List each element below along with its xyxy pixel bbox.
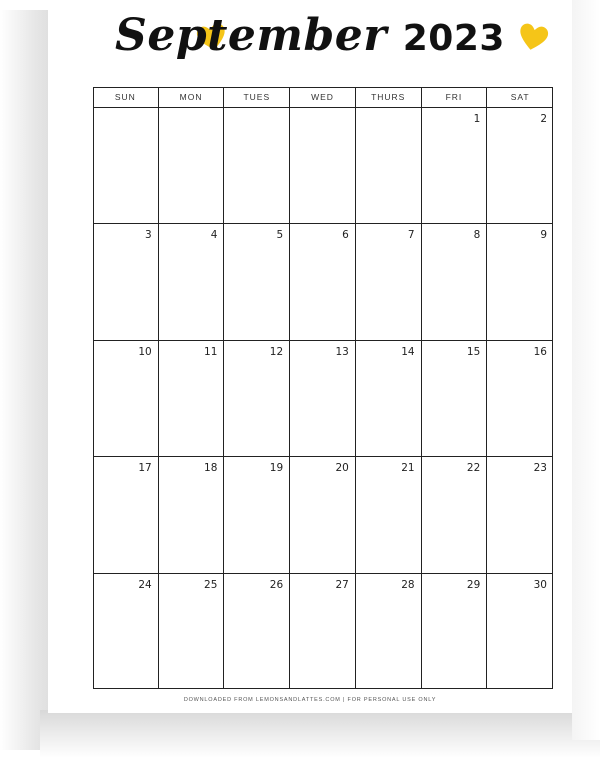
footer-note: DOWNLOADED FROM LEMONSANDLATTES.COM | FOR PERSONAL USE ONLY <box>183 697 437 703</box>
day-number: 26 <box>269 578 284 591</box>
day-cell <box>93 573 159 689</box>
day-cell <box>159 223 225 339</box>
day-cell <box>422 573 488 689</box>
day-number: 5 <box>276 229 284 242</box>
day-number: 18 <box>204 462 218 475</box>
day-cell <box>224 456 290 572</box>
weekday-header: SAT <box>510 92 530 102</box>
day-number: 25 <box>204 578 218 591</box>
weekday-header: WED <box>290 87 356 107</box>
day-cell <box>290 456 356 572</box>
day-number: 7 <box>407 229 415 242</box>
day-cell <box>356 223 422 339</box>
day-cell <box>356 573 422 689</box>
day-number: 28 <box>401 578 415 591</box>
day-cell <box>159 573 225 689</box>
day-cell <box>487 107 553 223</box>
page-shadow-right <box>572 0 600 740</box>
day-number: 15 <box>466 345 481 358</box>
day-cell <box>290 573 356 689</box>
day-cell <box>93 223 159 339</box>
weekday-header: SUN <box>93 87 159 107</box>
day-cell <box>290 340 356 456</box>
day-cell <box>487 573 553 689</box>
calendar-title <box>48 6 572 78</box>
day-number: 14 <box>401 345 415 358</box>
day-number: 16 <box>533 345 547 358</box>
day-number: 9 <box>540 229 547 242</box>
day-cell <box>224 340 290 456</box>
day-cell <box>487 340 553 456</box>
calendar-days <box>93 107 553 689</box>
day-number: 12 <box>269 345 284 358</box>
day-number: 3 <box>145 229 152 242</box>
day-number: 2 <box>540 113 547 125</box>
day-number: 8 <box>473 229 481 242</box>
day-number: 23 <box>533 462 547 475</box>
empty-day-cell <box>356 107 422 223</box>
empty-day-cell <box>93 107 159 223</box>
day-cell <box>93 340 159 456</box>
day-cell <box>224 573 290 689</box>
day-cell <box>487 456 553 572</box>
day-cell <box>356 456 422 572</box>
page-shadow-bottom <box>40 710 600 758</box>
weekday-header-row <box>93 87 553 107</box>
day-number: 21 <box>401 462 415 475</box>
day-cell <box>422 107 488 223</box>
heart-icon <box>515 21 550 55</box>
day-cell <box>290 223 356 339</box>
day-number: 20 <box>335 462 349 475</box>
weekday-header: THURS <box>356 87 422 107</box>
day-cell <box>93 456 159 572</box>
empty-day-cell <box>159 107 225 223</box>
title-month: September <box>115 10 387 61</box>
day-number: 30 <box>533 578 547 591</box>
day-cell <box>159 340 225 456</box>
empty-day-cell <box>290 107 356 223</box>
day-cell <box>356 340 422 456</box>
title-year: 2023 <box>402 18 505 59</box>
day-number: 27 <box>335 578 349 591</box>
day-number: 4 <box>210 229 218 242</box>
day-number: 22 <box>466 462 481 475</box>
day-number: 19 <box>269 462 284 475</box>
day-number: 11 <box>204 345 218 358</box>
weekday-header: FRI <box>422 87 488 107</box>
weekday-header: TUES <box>224 87 290 107</box>
empty-day-cell <box>224 107 290 223</box>
day-cell <box>422 340 488 456</box>
day-cell <box>487 223 553 339</box>
day-cell <box>159 456 225 572</box>
day-cell <box>422 456 488 572</box>
day-number: 17 <box>138 462 152 475</box>
day-number: 13 <box>335 345 349 358</box>
day-number: 29 <box>466 578 481 591</box>
day-number: 24 <box>138 578 152 591</box>
day-number: 10 <box>138 345 152 358</box>
weekday-header: MON <box>159 87 225 107</box>
day-cell <box>422 223 488 339</box>
day-number: 1 <box>473 113 481 125</box>
day-number: 6 <box>342 229 349 242</box>
day-cell <box>224 223 290 339</box>
